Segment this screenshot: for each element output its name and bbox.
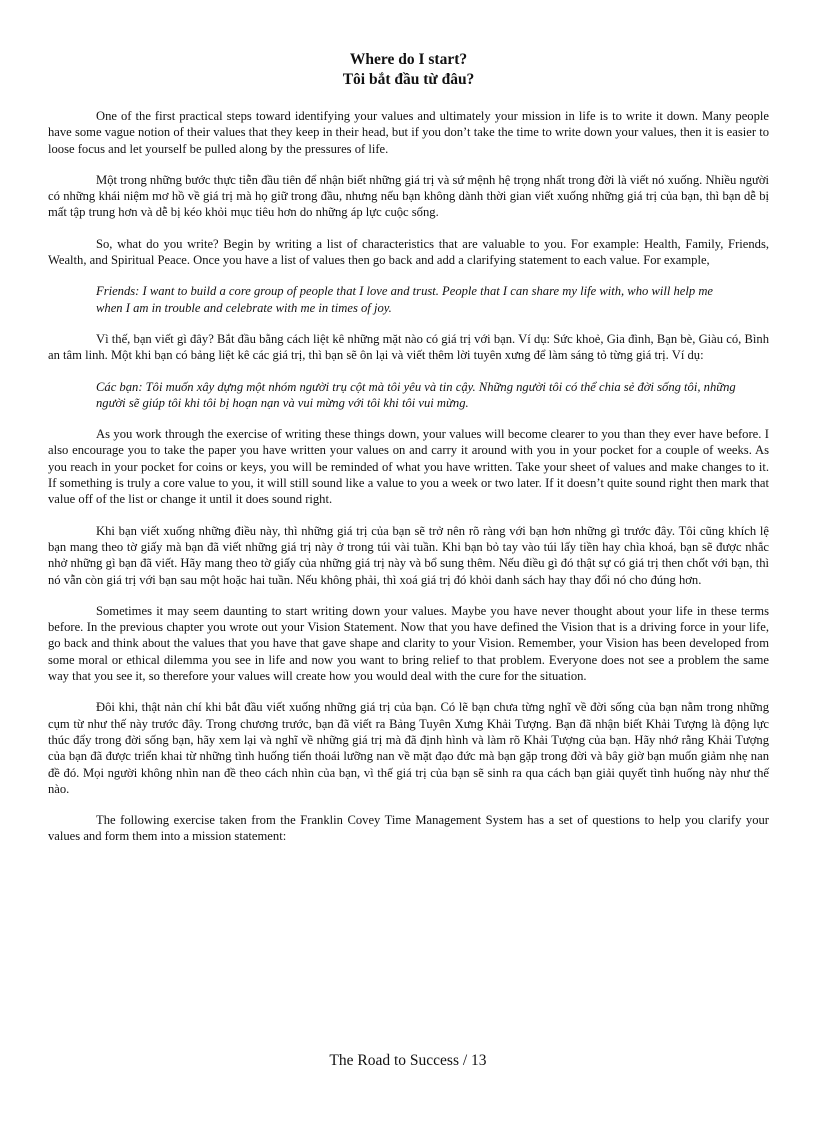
page-footer: The Road to Success / 13 (329, 1052, 487, 1069)
document-page (48, 50, 769, 860)
paragraph-3-vietnamese: Khi bạn viết xuống những điều này, thì những giá trị của bạn sẽ trở nên rõ ràng với bạn hơn những gì trước đây. Tôi cũng khích lệ bạn mang theo tờ giấy mà bạn đã viết những giá trị này ở trong túi vài tuần. Khi bạn bỏ tay vào túi lấy tiền hay chìa khoá, bạn sẽ được nhắc nhở những gì bạn đã viết. Hãy mang theo tờ giấy của những giá trị này và bổ sung thêm. Nếu điều gì đó thật sự có giá trị then chốt với bạn, thì nó vẫn còn giá trị với bạn sau một hoặc hai tuần. Nếu không phải, thì xoá giá trị đó khỏi danh sách hay thay đổi nó cho đúng hơn. (48, 523, 769, 587)
paragraph-1-vietnamese: Một trong những bước thực tiễn đầu tiên để nhận biết những giá trị và sứ mệnh hệ trọng nhất trong đời là viết nó xuống. Nhiều người có những khái niệm mơ hồ về giá trị mà họ giữ trong đầu, nhưng nếu bạn không dành thời gian viết xuống những giá trị của bạn, thì bạn dễ bị mất tập trung hơn và dễ bị kéo khỏi mục tiêu hơn do những áp lực cuộc sống. (48, 172, 769, 220)
quote-friends-english: Friends: I want to build a core group of people that I love and trust. People that I can share my life with, who will help me when I am in trouble and celebrate with me in times of joy. (96, 284, 714, 315)
paragraph-2-vietnamese: Vì thế, bạn viết gì đây? Bắt đầu bằng cách liệt kê những mặt nào có giá trị với bạn. Ví dụ: Sức khoẻ, Gia đình, Bạn bè, Giàu có, Bình an tâm linh. Một khi bạn có bảng liệt kê các giá trị, thì bạn sẽ ôn lại và viết thêm lời tuyên xưng để làm sáng tỏ từng giá trị. Ví dụ: (48, 331, 769, 363)
paragraph-1-english: One of the first practical steps toward identifying your values and ultimately your mission in life is to write it down. Many people have some vague notion of their values that they keep in their head, but if you don’t take the time to write down your values, then it is easier to loose focus and let yourself be pulled along by the pressures of life. (48, 109, 769, 156)
page-title-vietnamese: Tôi bắt đầu từ đâu? (342, 71, 475, 88)
page-title-english: Where do I start? (349, 51, 468, 68)
quote-friends-vietnamese: Các bạn: Tôi muốn xây dựng một nhóm người trụ cột mà tôi yêu và tin cậy. Những người tôi có thể chia sẻ đời sống tôi, những người sẽ giúp tôi khi tôi bị hoạn nạn và vui mừng với tôi khi tôi vui mừng. (96, 379, 736, 410)
paragraph-4-vietnamese: Đôi khi, thật nản chí khi bắt đầu viết xuống những giá trị của bạn. Có lẽ bạn chưa từng nghĩ về đời sống của bạn nằm trong những cụm từ như thế này trước đây. Trong chương trước, bạn đã viết ra Bảng Tuyên Xưng Khải Tượng. Bạn đã nhận biết Khải Tượng là động lực thúc đẩy trong đời sống bạn, hãy xem lại và nghĩ về những giá trị mà đã định hình và làm rõ Khải Tượng của bạn. Hãy nhớ rằng Khải Tượng của bạn đã được triển khai từ những tình huống tiến thoái lưỡng nan về mặt đạo đức mà bạn gặp trong đời và bây giờ bạn muốn giảm nhẹ nan đề đó. Mọi người không nhìn nan đề theo cách nhìn của bạn, vì thế giá trị của bạn sẽ sinh ra qua cách bạn giải quyết tình huống này như thế nào. (48, 700, 769, 796)
paragraph-5-english: The following exercise taken from the Franklin Covey Time Management System has a set of questions to help you clarify your values and form them into a mission statement: (48, 813, 769, 844)
paragraph-3-english: As you work through the exercise of writing these things down, your values will become clearer to you than they ever have before. I also encourage you to take the paper you have written your values on and carry it around with you in your pocket for a couple of weeks. As you reach in your pocket for coins or keys, you will be reminded of what you have written. Take your sheet of values and make changes to it. If something is truly a core value to you, it will still sound like a value to you a week or two later. If it doesn’t quite sound right then mark that value off of the list or change it until it does sound right. (48, 427, 769, 507)
paragraph-2-english: So, what do you write? Begin by writing a list of characteristics that are valuable to you. For example: Health, Family, Friends, Wealth, and Spiritual Peace. Once you have a list of values then go back and add a clarifying statement to each value. For example, (48, 236, 769, 268)
paragraph-4-english: Sometimes it may seem daunting to start writing down your values. Maybe you have never thought about your life in these terms before. In the previous chapter you wrote out your Vision Statement. Now that you have defined the Vision that is a driving force in your life, go back and think about the values that you have that gave shape and clarity to your Vision. Remember, your Vision has been developed from some moral or ethical dilemma you see in life and now you want to bring relief to that problem. Everyone does not see a problem the same way that you see it, so therefore your values will create how you would deal with the cure for the situation. (48, 603, 769, 684)
